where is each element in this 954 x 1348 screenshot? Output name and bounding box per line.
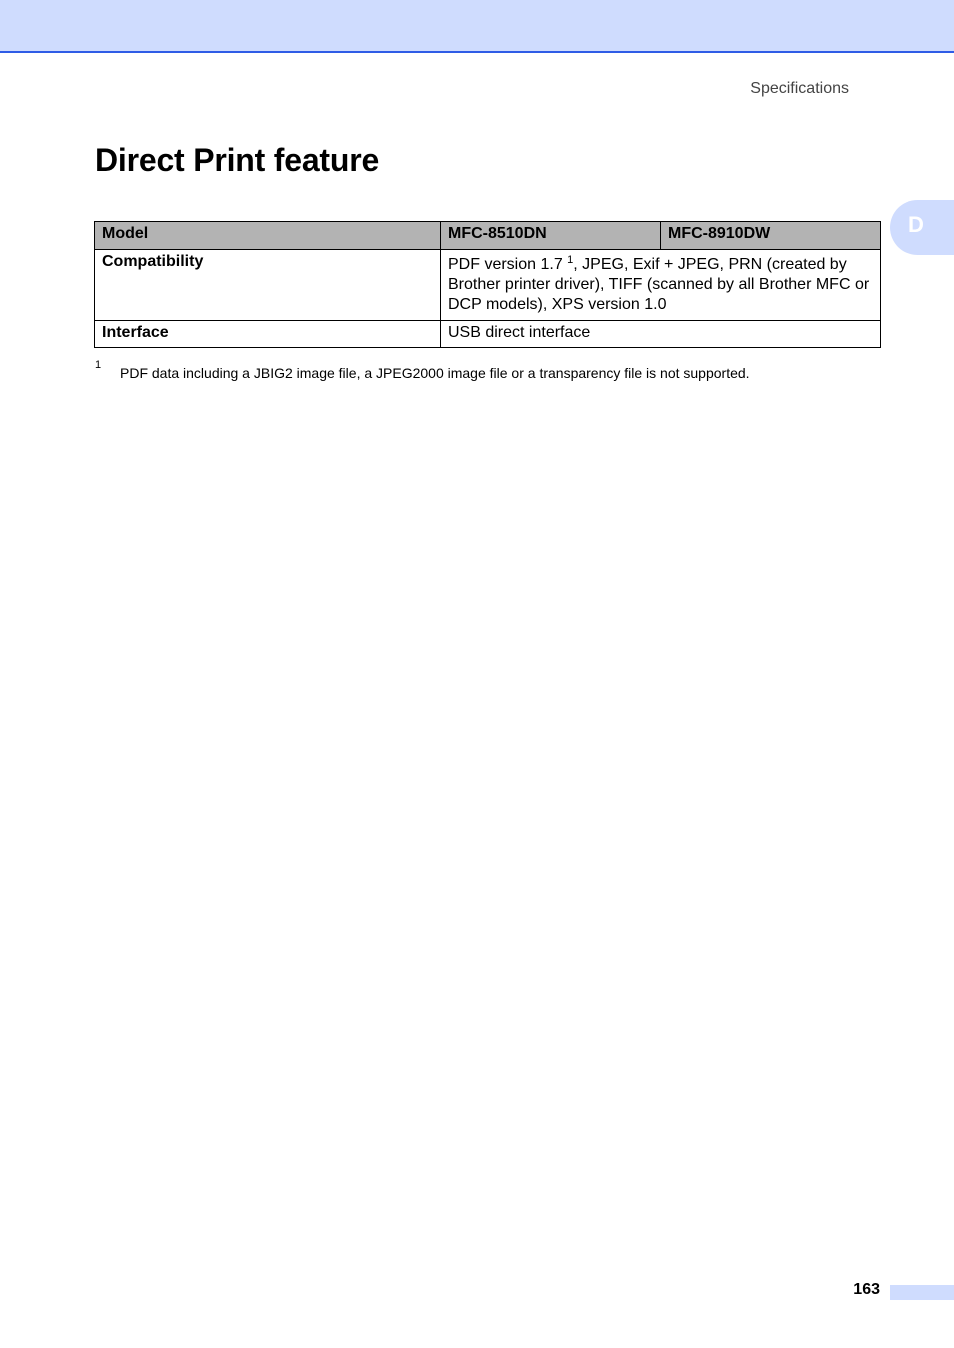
header-mfc-8510dn: MFC-8510DN [441,222,661,250]
row-value-compatibility [441,250,881,321]
chapter-tab-label: D [908,212,924,237]
table-row [95,321,881,348]
row-label-compatibility: Compatibility [95,250,441,321]
page-number: 163 [853,1281,880,1298]
top-header-band [0,0,954,53]
page-number-band [890,1285,954,1300]
page-title: Direct Print feature [95,142,380,178]
spec-table [94,221,881,348]
row-value-interface: USB direct interface [441,321,881,348]
row-label-interface: Interface [95,321,441,348]
section-header: Specifications [750,80,849,97]
table-header-row [95,222,881,250]
table-row [95,250,881,321]
compat-text-rest: , JPEG, Exif + JPEG, PRN (created by Brother printer driver), TIFF (scanned by all Brother MFC or DCP models), XPS version 1.0 [448,256,870,313]
chapter-tab[interactable] [890,200,954,255]
footnote-number: 1 [95,359,102,371]
footnote-text: PDF data including a JBIG2 image file, a JPEG2000 image file or a transparency file is not supported. [120,365,750,381]
compat-text-start: PDF version 1.7 [448,256,568,273]
header-model: Model [95,222,441,250]
footnote-ref[interactable]: 1 [567,254,574,266]
header-mfc-8910dw: MFC-8910DW [661,222,881,250]
